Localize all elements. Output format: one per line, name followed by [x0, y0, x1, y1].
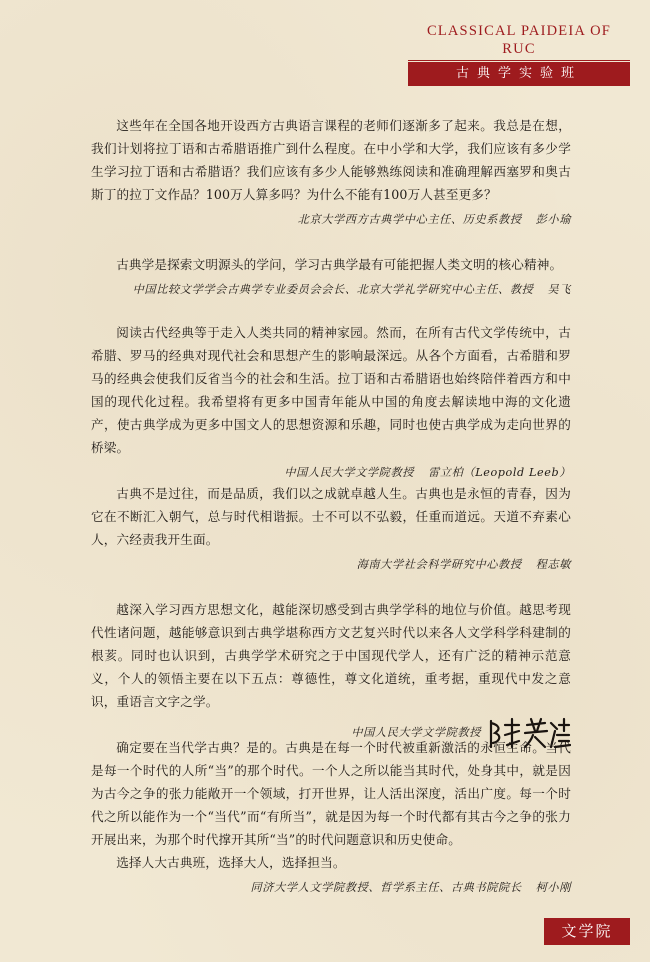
author-title: 中国人民大学文学院教授	[284, 466, 415, 479]
quote-attribution	[91, 878, 571, 898]
author-name: 彭小瑜	[535, 213, 571, 226]
author-name: 雷立柏（Leopold Leeb）	[428, 466, 571, 479]
quote-text: 古典不是过往，而是品质，我们以之成就卓越人生。古典也是永恒的青春，因为它在不断汇入朝气，总与时代相谐振。士不可以不弘毅，任重而道远。天道不弃素心人，六经责我开生面。	[91, 486, 571, 547]
quote-block	[91, 482, 571, 575]
quote-text: 越深入学习西方思想文化，越能深切感受到古典学学科的地位与价值。越思考现代性诸问题，越能够意识到古典学堪称西方文艺复兴时代以来各人文学科学科建制的根荄。同时也认识到，古典学学术研究之于中国现代学人，还有广泛的精神示范意义，个人的领悟主要在以下五点：尊德性，尊文化道统，重考据，重现代中发之意识，重语言文字之学。	[91, 602, 571, 709]
quote-attribution	[91, 280, 571, 300]
author-name: 程志敏	[535, 558, 571, 571]
author-title: 同济大学人文学院教授、哲学系主任、古典书院院长	[250, 881, 522, 894]
author-name: 吴飞	[547, 283, 571, 296]
quote-attribution	[91, 463, 571, 483]
quote-text: 阅读古代经典等于走入人类共同的精神家园。然而，在所有古代文学传统中，古希腊、罗马的经典对现代社会和思想产生的影响最深远。从各个方面看，古希腊和罗马的经典会使我们反省当今的社会和生活。拉丁语和古希腊语也始终陪伴着西方和中国的现代化过程。我希望将有更多中国青年能从中国的角度去解读地中海的文化遗产，使古典学成为更多中国文人的思想资源和乐趣，同时也使古典学成为走向世界的桥梁。	[91, 325, 571, 455]
quote-block	[91, 321, 571, 483]
header-title-cn: 古典学实验班	[408, 62, 630, 86]
header-title-en: CLASSICAL PAIDEIA OF RUC	[426, 23, 612, 57]
quote-attribution	[91, 210, 571, 230]
quote-text: 确定要在当代学古典？是的。古典是在每一个时代被重新激活的永恒生命。当代是每一个时代的人所“当”的那个时代。一个人之所以能当其时代，处身其中，就是因为古今之争的张力能敞开一个领域，打开世界，让人活出深度，活出广度。每一个时代之所以能作为一个“当代”而“有所当”，就是因为每一个时代都有其古今之争的张力开展出来，为那个时代撑开其所“当”的时代问题意识和历史使命。	[91, 740, 571, 847]
header-divider	[408, 60, 630, 61]
header-banner	[408, 22, 630, 86]
quote-text: 这些年在全国各地开设西方古典语言课程的老师们逐渐多了起来。我总是在想，我们计划将拉丁语和古希腊语推广到什么程度。在中小学和大学，我们应该有多少学生学习拉丁语和古希腊语？我们应该有多少人能够熟练阅读和准确理解西塞罗和奥古斯丁的拉丁文作品？100万人算多吗？为什么不能有100万人甚至更多？	[91, 118, 571, 202]
author-title: 中国人民大学文学院教授	[351, 726, 481, 739]
author-title: 北京大学西方古典学中心主任、历史系教授	[297, 213, 522, 226]
quote-block	[91, 736, 571, 898]
quote-text: 古典学是探索文明源头的学问，学习古典学最有可能把握人类文明的核心精神。	[116, 257, 563, 272]
author-title: 中国比较文学学会古典学专业委员会会长、北京大学礼学研究中心主任、教授	[132, 283, 534, 296]
quote-text: 选择人大古典班，选择大人，选择担当。	[116, 855, 346, 870]
quote-attribution	[91, 555, 571, 575]
quote-block	[91, 114, 571, 230]
author-name: 柯小刚	[535, 881, 571, 894]
footer-badge: 文学院	[544, 918, 630, 945]
author-title: 海南大学社会科学研究中心教授	[356, 558, 522, 571]
quote-block	[91, 253, 571, 300]
quote-block	[91, 598, 571, 751]
